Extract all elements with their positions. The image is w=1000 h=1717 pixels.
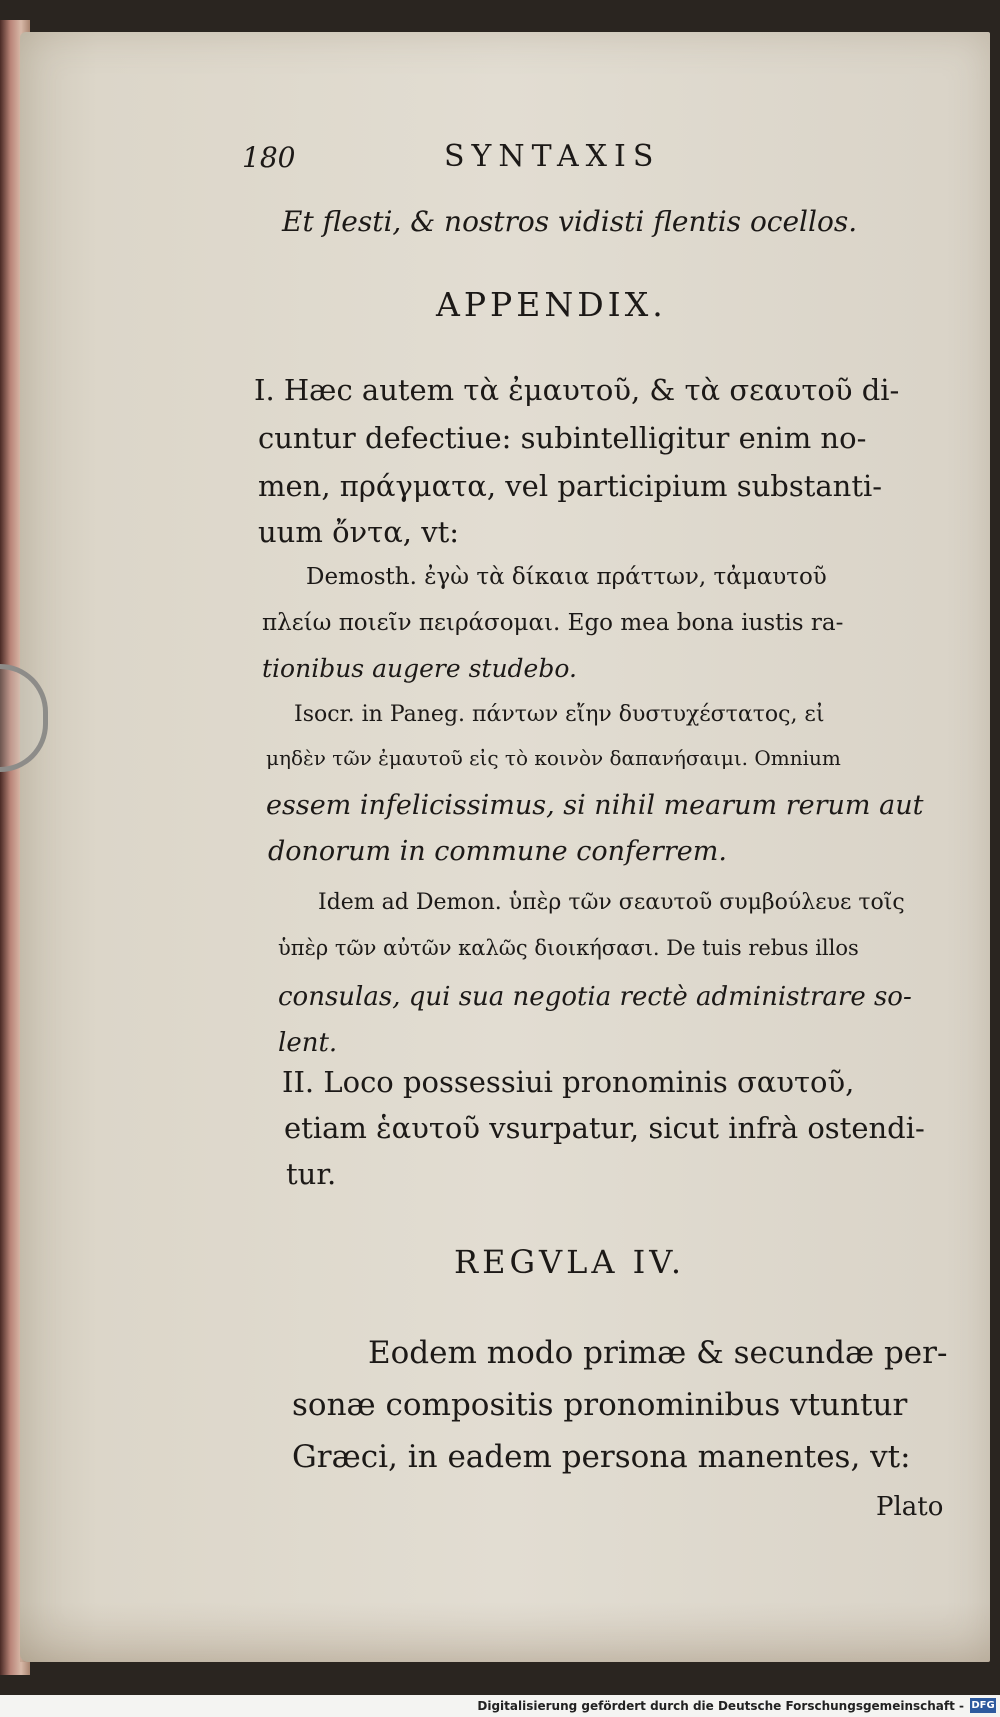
footer-credit: Digitalisierung gefördert durch die Deutsche Forschungsgemeinschaft - (477, 1699, 964, 1713)
dfg-logo: DFG (971, 1700, 995, 1711)
body-line: tur. (286, 1157, 337, 1191)
catchword: Plato (876, 1492, 944, 1522)
quote-line: Demosth. ἐγὼ τὰ δίκαια πράττων, τἀμαυτοῦ (306, 564, 827, 590)
quote-line: μηδὲν τῶν ἐμαυτοῦ εἰς τὸ κοινὸν δαπανήσαιμι. Omnium (266, 746, 841, 770)
quote-line: donorum in commune conferrem. (268, 836, 727, 867)
body-line: uum ὄντα, vt: (258, 515, 460, 549)
quote-line: Idem ad Demon. ὑπὲρ τῶν σεαυτοῦ συμβούλευε τοῖς (318, 890, 905, 915)
body-line: I. Hæc autem τὰ ἐμαυτοῦ, & τὰ σεαυτοῦ di- (254, 373, 900, 407)
body-line: etiam ἑαυτοῦ vsurpatur, sicut infrà ostendi- (284, 1111, 925, 1145)
quote-line: consulas, qui sua negotia rectè administrare so- (278, 982, 912, 1012)
body-line: cuntur defectiue: subintelligitur enim no- (258, 421, 867, 455)
quote-line: tionibus augere studebo. (262, 654, 577, 683)
quote-line: Isocr. in Paneg. πάντων εἴην δυστυχέστατος, εἰ (294, 702, 825, 727)
verse-line: Et flesti, & nostros vidisti flentis ocellos. (282, 205, 858, 238)
body-line: Eodem modo primæ & secundæ per- (368, 1335, 948, 1371)
body-line: men, πράγματα, vel participium substanti- (258, 469, 883, 503)
digitization-footer (0, 1695, 1000, 1717)
body-line: Græci, in eadem persona manentes, vt: (292, 1439, 911, 1475)
appendix-heading: APPENDIX. (436, 285, 667, 324)
quote-line: essem infelicissimus, si nihil mearum rerum aut (266, 790, 924, 821)
regula-heading: REGVLA IV. (454, 1243, 685, 1281)
body-line: sonæ compositis pronominibus vtuntur (292, 1387, 908, 1423)
running-head: SYNTAXIS (444, 139, 661, 174)
page-number: 180 (242, 141, 296, 174)
quote-line: πλείω ποιεῖν πειράσομαι. Ego mea bona iustis ra- (262, 610, 844, 636)
quote-line: lent. (278, 1028, 338, 1058)
quote-line: ὑπὲρ τῶν αὐτῶν καλῶς διοικήσασι. De tuis rebus illos (278, 936, 859, 960)
body-line: II. Loco possessiui pronominis σαυτοῦ, (282, 1065, 855, 1099)
